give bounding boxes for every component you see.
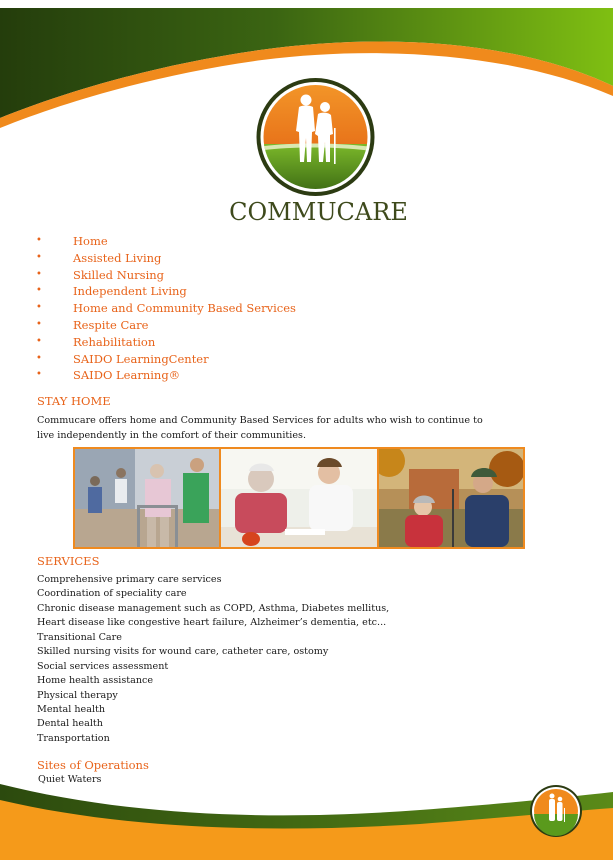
service-item: Transitional Care — [37, 631, 122, 643]
service-item: Mental health — [37, 703, 106, 715]
nav-item-label[interactable]: Home and Community Based Services — [73, 301, 296, 316]
services-list — [37, 573, 389, 746]
bullet-icon: • — [36, 369, 42, 381]
bullet-icon: • — [36, 235, 42, 246]
bullet-icon: • — [36, 268, 42, 280]
bullet-icon: • — [36, 251, 42, 263]
photo-strip — [73, 447, 525, 549]
stay-home-text: Commucare offers home and Community Based Services for adults who wish to continue to live independently in the comfort of their communities. — [37, 415, 483, 441]
stay-home-heading: STAY HOME — [37, 394, 111, 408]
commucare-logo-icon — [252, 76, 379, 198]
nav-item-label[interactable]: SAIDO LearningCenter — [73, 351, 209, 366]
service-item: Transportation — [37, 732, 110, 744]
services-heading: SERVICES — [37, 554, 100, 568]
service-item: Skilled nursing visits for wound care, catheter care, ostomy — [37, 646, 329, 658]
bullet-icon: • — [36, 318, 42, 330]
commucare-small-logo-icon — [529, 784, 583, 838]
bullet-icon: • — [36, 352, 42, 364]
bullet-icon: • — [36, 285, 42, 297]
nav-item-label[interactable]: Assisted Living — [73, 250, 162, 265]
nav-item-label[interactable]: Home — [73, 234, 108, 248]
bullet-icon: • — [36, 302, 42, 314]
service-item: Comprehensive primary care services — [37, 574, 222, 585]
service-item: Social services assessment — [37, 660, 169, 672]
caregiver-helping-elderly-walker-photo — [75, 449, 219, 547]
elderly-couple-outdoors-photo — [379, 449, 523, 547]
nav-item-label[interactable]: Independent Living — [73, 284, 187, 299]
nav-item-label[interactable]: SAIDO Learning® — [73, 368, 181, 383]
service-item: Home health assistance — [37, 675, 154, 687]
brand-name: COMMUCARE — [229, 198, 408, 226]
site-item: Quiet Waters — [38, 774, 102, 785]
service-item: Chronic disease management such as COPD, Asthma, Diabetes mellitus, — [37, 602, 390, 614]
nurse-with-elderly-woman-photo — [221, 449, 377, 547]
service-item: Coordination of speciality care — [37, 588, 187, 600]
nav-item-label[interactable]: Skilled Nursing — [73, 267, 165, 282]
service-item: Physical therapy — [37, 689, 118, 701]
nav-item-label[interactable]: Rehabilitation — [73, 334, 156, 349]
footer-wave-banner — [0, 770, 613, 860]
sites-heading: Sites of Operations — [37, 758, 149, 772]
service-item: Dental health — [37, 718, 103, 730]
service-item: Heart disease like congestive heart failure, Alzheimer’s dementia, etc... — [37, 617, 387, 629]
nav-item-label[interactable]: Respite Care — [73, 317, 149, 332]
bullet-icon: • — [36, 335, 42, 347]
